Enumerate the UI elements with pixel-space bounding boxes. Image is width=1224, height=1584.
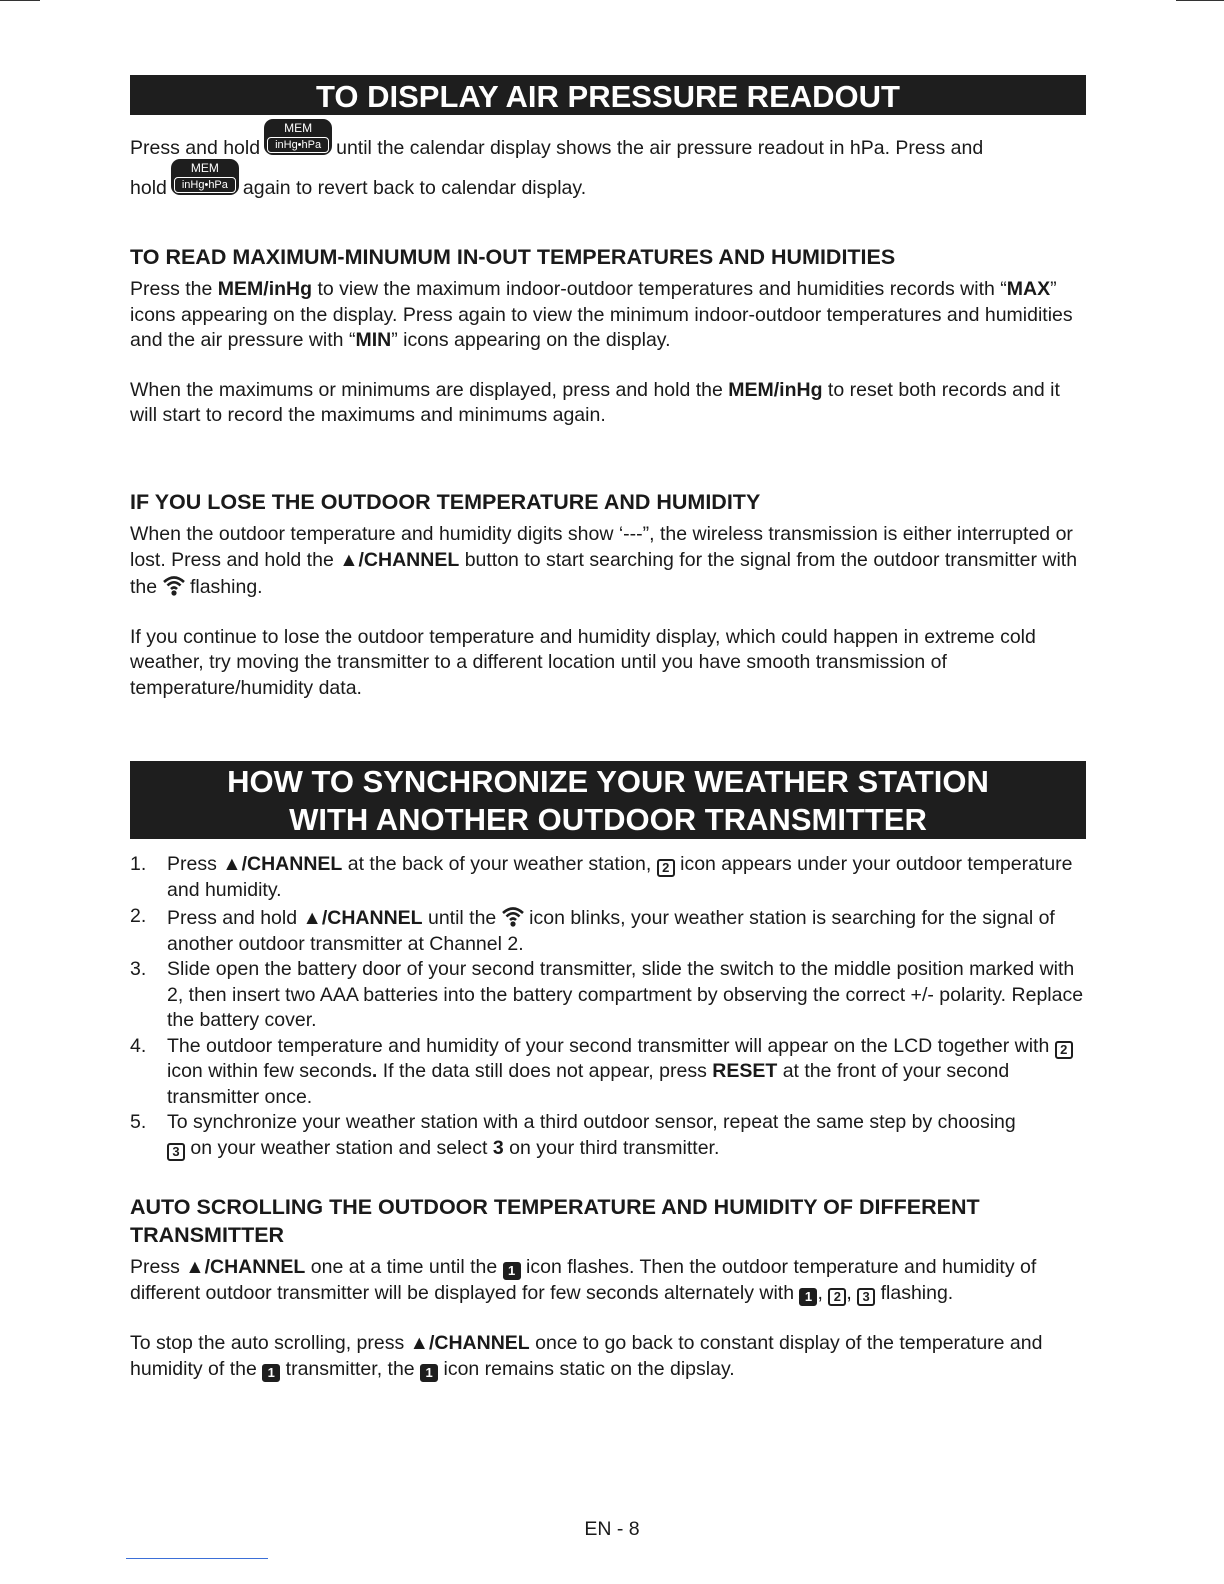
channel-1-icon: 1 bbox=[799, 1288, 817, 1306]
maxmin-section bbox=[130, 243, 1086, 429]
mem-button-top: MEM bbox=[190, 161, 219, 175]
channel-3-icon: 3 bbox=[167, 1143, 185, 1161]
text: When the outdoor temperature and humidity digits show ‘---”, the wireless transmission is either interrupted or lost. Press and hold the bbox=[130, 523, 1073, 571]
bottom-rule bbox=[126, 1558, 268, 1559]
list-item bbox=[130, 957, 1086, 1034]
auto-section bbox=[130, 1193, 1086, 1382]
text: Press and hold bbox=[167, 907, 298, 929]
maxmin-paragraph-1 bbox=[130, 277, 1086, 354]
maxmin-paragraph-2 bbox=[130, 378, 1086, 429]
text: until the bbox=[427, 907, 497, 929]
text: icon within few seconds bbox=[167, 1060, 372, 1082]
lose-paragraph-2 bbox=[130, 625, 1086, 702]
text-bold: . bbox=[371, 1060, 378, 1082]
corner-rule-right bbox=[1176, 0, 1224, 1]
mem-button-icon bbox=[264, 119, 332, 155]
steps-section bbox=[130, 852, 1086, 1161]
text: flashing. bbox=[189, 576, 263, 598]
mem-button-icon bbox=[171, 159, 239, 195]
text: on your third transmitter. bbox=[509, 1136, 720, 1159]
step-number: 3. bbox=[130, 958, 147, 980]
channel-2-icon: 2 bbox=[657, 859, 675, 877]
step-number: 5. bbox=[130, 1111, 147, 1133]
text: to view the maximum indoor-outdoor temperatures and humidities records with “ bbox=[317, 278, 1007, 300]
lose-paragraph-1 bbox=[130, 522, 1086, 601]
channel-1-icon: 1 bbox=[420, 1364, 438, 1382]
list-item bbox=[130, 1034, 1086, 1111]
text: until the calendar display shows the air pressure readout in hPa. Press and bbox=[336, 137, 984, 159]
steps-list bbox=[130, 852, 1086, 1161]
channel-1-icon: 1 bbox=[262, 1364, 280, 1382]
text: button to start searching for the signal from the outdoor transmitter with the bbox=[130, 548, 1078, 598]
text-bold: ▲/CHANNEL bbox=[409, 1332, 530, 1354]
list-item bbox=[130, 904, 1086, 957]
text-bold: MEM/inHg bbox=[217, 278, 313, 300]
auto-paragraph-1 bbox=[130, 1255, 1086, 1306]
maxmin-heading: TO READ MAXIMUM-MINUMUM IN-OUT TEMPERATURES AND HUMIDITIES bbox=[130, 245, 896, 269]
text: once to go back to constant display of the temperature and humidity of the bbox=[130, 1332, 1043, 1380]
text: The outdoor temperature and humidity of your second transmitter will appear on the LCD together with bbox=[167, 1034, 1050, 1057]
text: Slide open the battery door of your second transmitter, slide the switch to the middle position marked with 2, then insert two AAA batteries into the battery compartment by observing the correct +/- polarity. Replace the battery cover. bbox=[167, 958, 1084, 1031]
channel-1-icon: 1 bbox=[503, 1262, 521, 1280]
page-number: EN - 8 bbox=[584, 1518, 640, 1540]
text: hold bbox=[130, 177, 167, 199]
text: one at a time until the bbox=[310, 1256, 498, 1278]
section-banner-air-pressure: TO DISPLAY AIR PRESSURE READOUT bbox=[130, 75, 1086, 115]
channel-3-icon: 3 bbox=[857, 1288, 875, 1306]
banner-line-2: WITH ANOTHER OUTDOOR TRANSMITTER bbox=[289, 802, 927, 837]
pressure-line-2 bbox=[130, 161, 1086, 208]
text: transmitter, the bbox=[285, 1357, 415, 1380]
text: again to revert back to calendar display. bbox=[242, 177, 587, 199]
text: icon appears under your outdoor temperature and humidity. bbox=[167, 853, 1073, 901]
step-number: 4. bbox=[130, 1034, 147, 1057]
signal-icon bbox=[163, 573, 185, 599]
text: icon flashes. Then the outdoor temperature and humidity of different outdoor transmitter will be displayed for few seconds alternately with bbox=[130, 1256, 1037, 1304]
corner-rule-left bbox=[0, 0, 40, 1]
text: to reset both records and it will start to record the maximums and minimums again. bbox=[130, 378, 1060, 426]
text-bold: ▲/CHANNEL bbox=[185, 1256, 306, 1278]
step-number: 1. bbox=[130, 853, 147, 875]
text-bold: ▲/CHANNEL bbox=[339, 548, 460, 571]
mem-button-bottom: inHg•hPa bbox=[174, 177, 236, 193]
signal-icon bbox=[502, 904, 524, 930]
text: If the data still does not appear, press bbox=[382, 1060, 707, 1082]
lose-section bbox=[130, 488, 1086, 701]
text: at the front of your second transmitter once. bbox=[167, 1060, 1010, 1108]
text: If you continue to lose the outdoor temperature and humidity display, which could happen in extreme cold weather, try moving the transmitter to a different location until you have smooth transmission of temperature/humidity data. bbox=[130, 625, 1036, 699]
auto-paragraph-2 bbox=[130, 1331, 1086, 1382]
text: at the back of your weather station, bbox=[347, 853, 652, 875]
banner-line-1: HOW TO SYNCHRONIZE YOUR WEATHER STATION bbox=[227, 764, 989, 799]
text: flashing. bbox=[880, 1281, 954, 1304]
step-number: 2. bbox=[130, 905, 147, 927]
text: , bbox=[846, 1281, 852, 1304]
text: ” icons appearing on the display. bbox=[391, 329, 671, 351]
text-bold: ▲/CHANNEL bbox=[302, 907, 423, 929]
pressure-paragraph bbox=[130, 121, 1086, 208]
text: Press the bbox=[130, 278, 213, 300]
text-bold: MAX bbox=[1006, 278, 1051, 300]
pressure-line-1 bbox=[130, 121, 1086, 168]
text-bold: RESET bbox=[712, 1060, 778, 1082]
text: To stop the auto scrolling, press bbox=[130, 1332, 405, 1354]
text-bold: 3 bbox=[492, 1136, 504, 1159]
text: To synchronize your weather station with a third outdoor sensor, repeat the same step by choosing bbox=[167, 1111, 1016, 1133]
text: Press bbox=[130, 1256, 180, 1278]
mem-button-bottom: inHg•hPa bbox=[267, 137, 329, 153]
text: Press and hold bbox=[130, 137, 261, 159]
list-item bbox=[130, 852, 1086, 903]
text: Press bbox=[167, 853, 217, 875]
section-banner-synchronize bbox=[130, 761, 1086, 839]
text-bold: ▲/CHANNEL bbox=[222, 853, 343, 875]
text: icon blinks, your weather station is searching for the signal of another outdoor transmitter at Channel 2. bbox=[167, 907, 1055, 955]
text: icon remains static on the dipslay. bbox=[443, 1357, 735, 1380]
text: , bbox=[817, 1281, 823, 1304]
text-bold: MIN bbox=[355, 329, 392, 351]
text-bold: MEM/inHg bbox=[728, 378, 823, 401]
text: ” icons appearing on the display. Press again to view the minimum indoor-outdoor temperatures and humidities and the air pressure with “ bbox=[130, 278, 1073, 351]
lose-heading: IF YOU LOSE THE OUTDOOR TEMPERATURE AND HUMIDITY bbox=[130, 490, 761, 514]
mem-button-top: MEM bbox=[284, 121, 313, 135]
channel-2-icon: 2 bbox=[1055, 1041, 1073, 1059]
text: When the maximums or minimums are displayed, press and hold the bbox=[130, 378, 723, 401]
text: on your weather station and select bbox=[190, 1136, 488, 1159]
auto-heading: AUTO SCROLLING THE OUTDOOR TEMPERATURE AND HUMIDITY OF DIFFERENT TRANSMITTER bbox=[130, 1195, 980, 1247]
list-item bbox=[130, 1110, 1086, 1161]
channel-2-icon: 2 bbox=[828, 1288, 846, 1306]
